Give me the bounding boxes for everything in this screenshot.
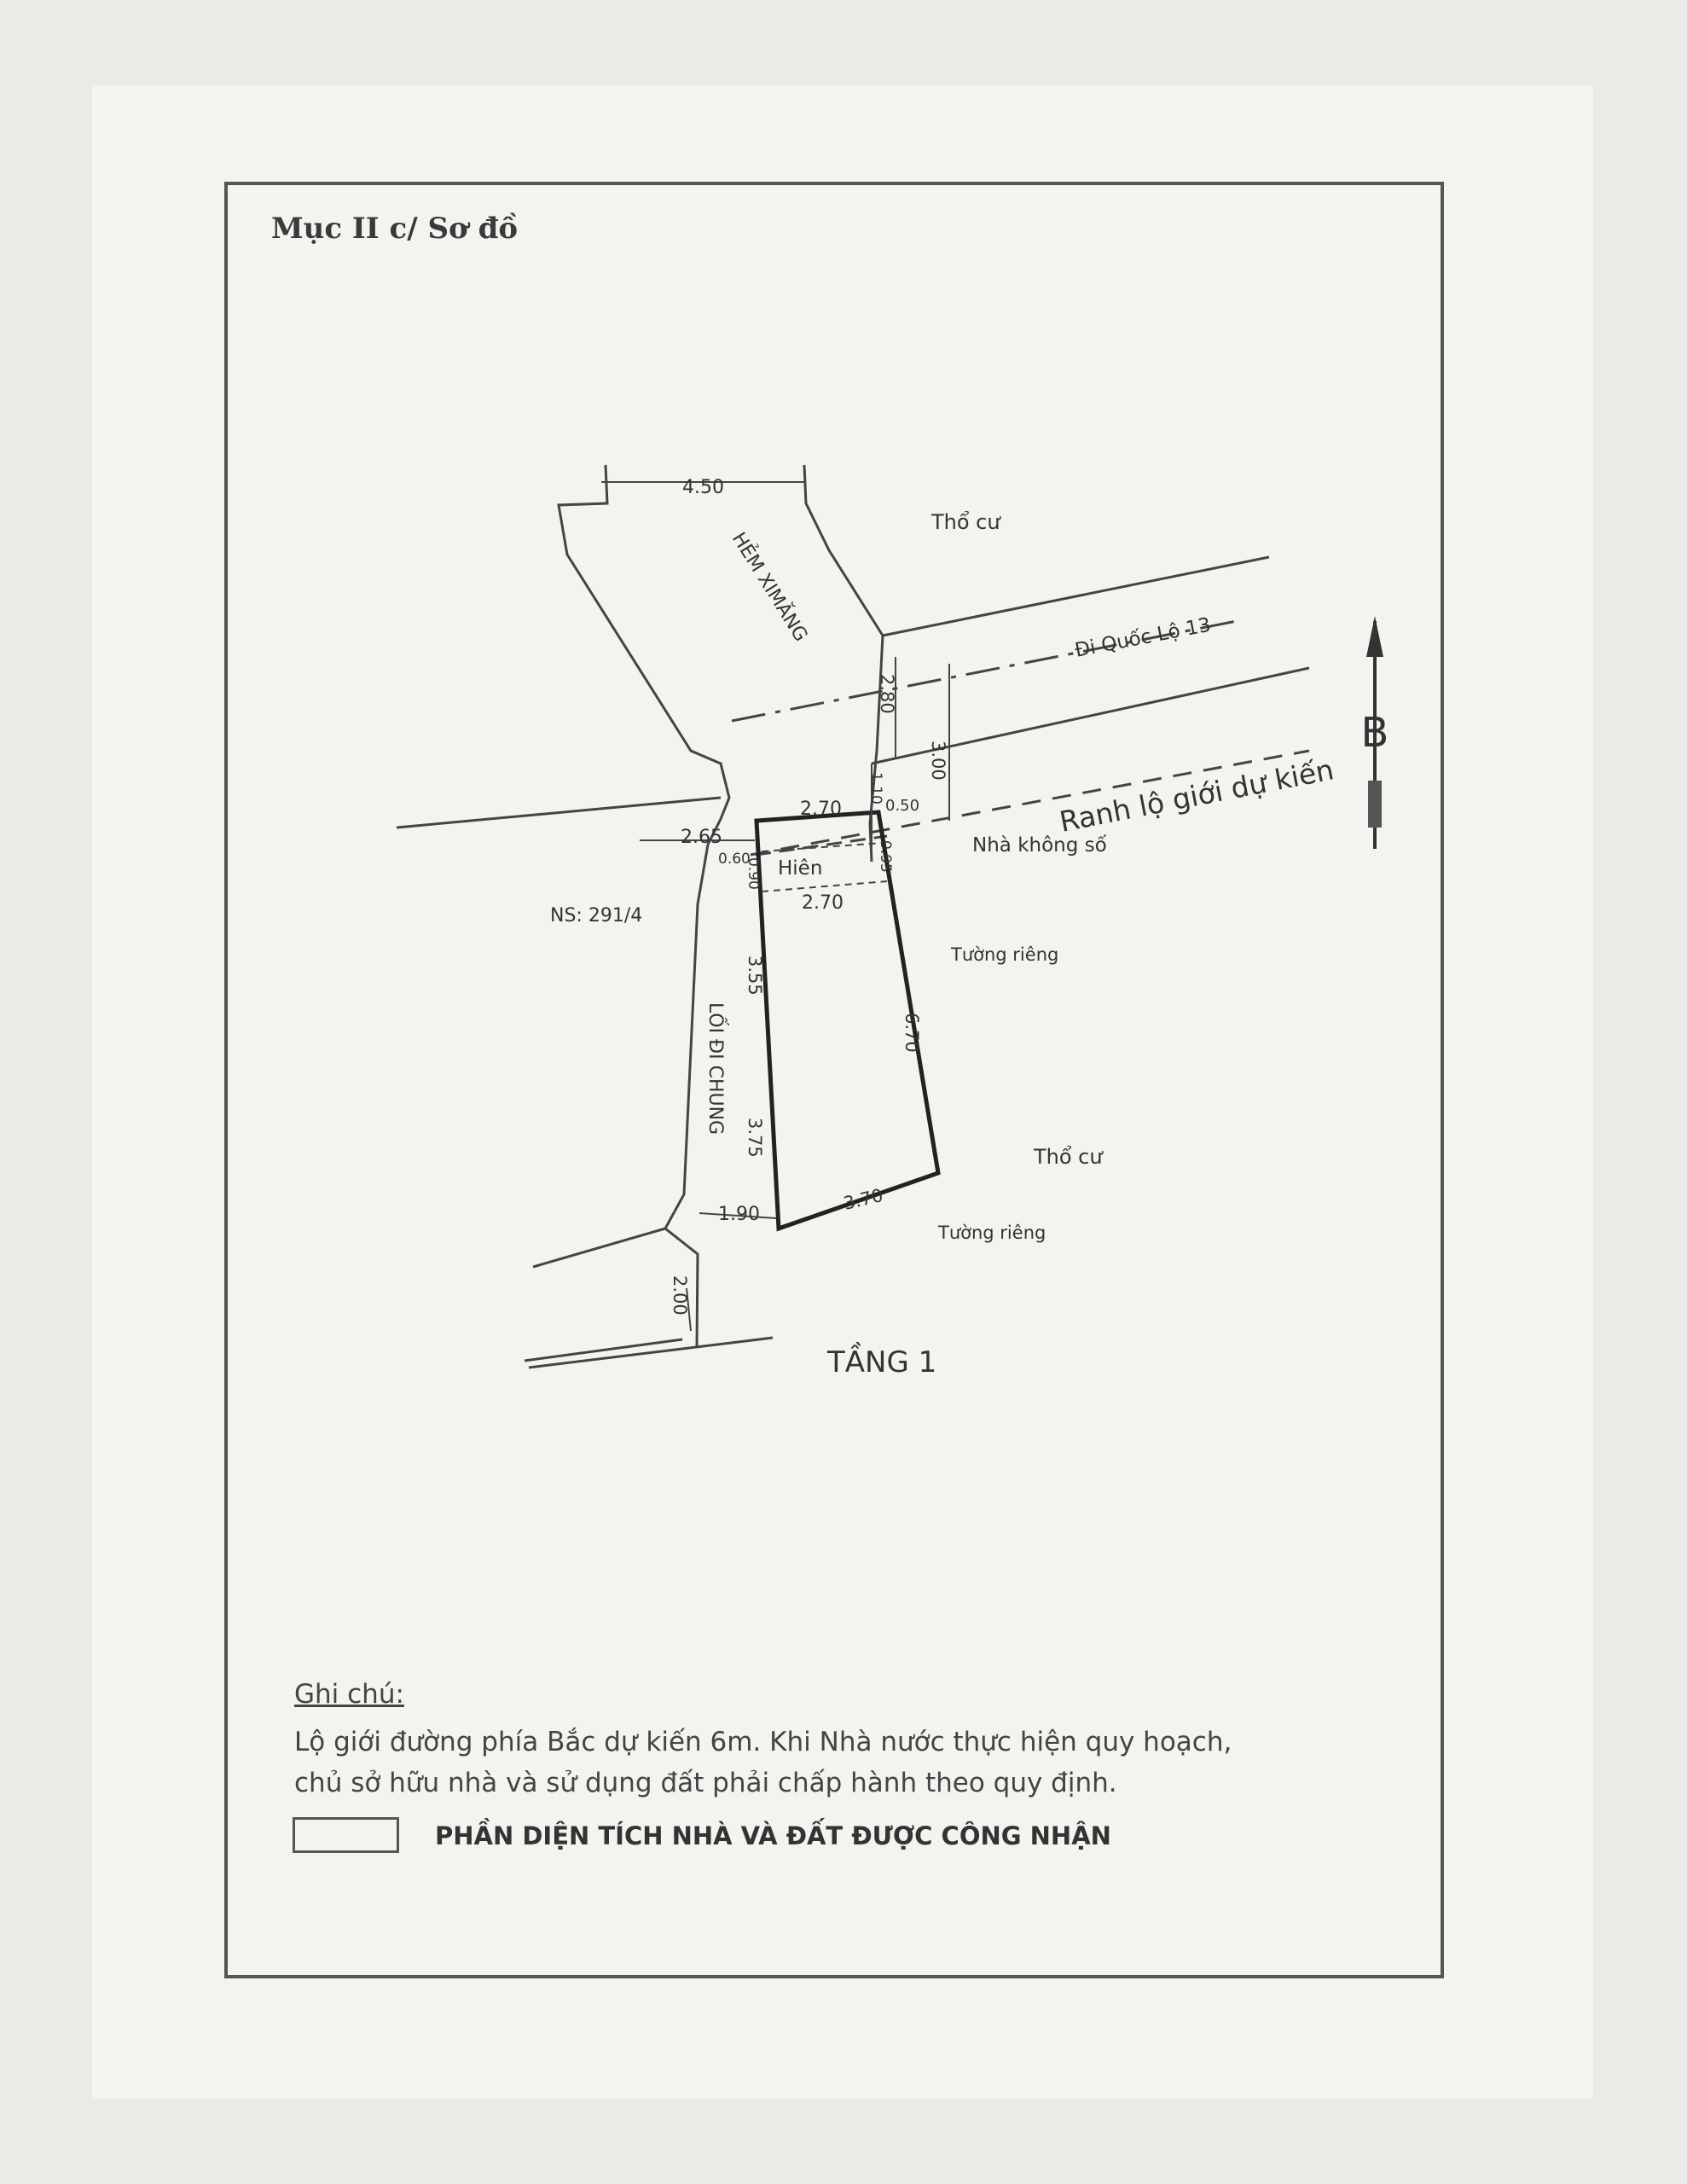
- notes-label: Ghi chú:: [294, 1679, 404, 1710]
- dim-3-00: 3.00: [928, 741, 948, 781]
- dim-3-70: 3.70: [841, 1184, 885, 1214]
- dim-2-80: 2.80: [877, 674, 897, 714]
- road-north-edge: [883, 557, 1269, 636]
- dim-1-90: 1.90: [718, 1204, 760, 1225]
- section-title: Mục II c/ Sơ đồ: [271, 212, 519, 246]
- dim-0-50: 0.50: [885, 797, 920, 815]
- notes-line-1: Lộ giới đường phía Bắc dự kiến 6m. Khi Nhà nước thực hiện quy hoạch,: [294, 1727, 1232, 1757]
- dim-2-00: 2.00: [670, 1275, 690, 1316]
- dim-2-70-top: 2.70: [800, 799, 842, 820]
- dim-0-60: 0.60: [718, 851, 751, 868]
- road-south-west-edge: [397, 798, 721, 828]
- north-arrow-letter: B: [1360, 709, 1389, 757]
- label-tuong-rieng-2: Tường riêng: [938, 1223, 1046, 1243]
- dim-2-70-mid: 2.70: [802, 892, 844, 914]
- dim-3-75: 3.75: [745, 1118, 765, 1158]
- label-ranh-lo-gioi: Ranh lộ giới dự kiến: [1057, 752, 1336, 839]
- label-hem-ximang: HẺM XIMĂNG: [727, 528, 812, 646]
- label-loi-di-chung: LỐI ĐI CHUNG: [704, 1002, 726, 1136]
- dim-3-55: 3.55: [745, 956, 765, 996]
- porch-line: [762, 881, 887, 892]
- label-tho-cu-top: Thổ cư: [931, 510, 1000, 534]
- dim-1-10: 1.10: [867, 772, 884, 804]
- label-tho-cu-right: Thổ cư: [1034, 1145, 1103, 1169]
- label-tuong-rieng-1: Tường riêng: [951, 944, 1059, 965]
- notes-line-2: chủ sở hữu nhà và sử dụng đất phải chấp hành theo quy định.: [294, 1768, 1117, 1798]
- dim-0-95: 0.95: [877, 840, 894, 873]
- notes-text: [294, 1722, 1403, 1804]
- dim-2-65: 2.65: [681, 827, 722, 848]
- legend-label: PHẦN DIỆN TÍCH NHÀ VÀ ĐẤT ĐƯỢC CÔNG NHẬN: [435, 1821, 1111, 1850]
- label-floor: TẦNG 1: [827, 1345, 937, 1380]
- legend-swatch: [293, 1817, 399, 1853]
- north-arrow: [1361, 616, 1389, 849]
- dim-4-50: 4.50: [682, 477, 724, 498]
- label-di-quoc-lo: Đi Quốc Lộ 13: [1073, 613, 1213, 662]
- label-hien: Hiên: [778, 857, 823, 880]
- dim-0-90: 0.90: [745, 857, 762, 890]
- label-ns: NS: 291/4: [550, 905, 643, 926]
- dim-6-70: 6.70: [901, 1013, 922, 1053]
- label-nha-khong-so: Nhà không số: [972, 834, 1107, 857]
